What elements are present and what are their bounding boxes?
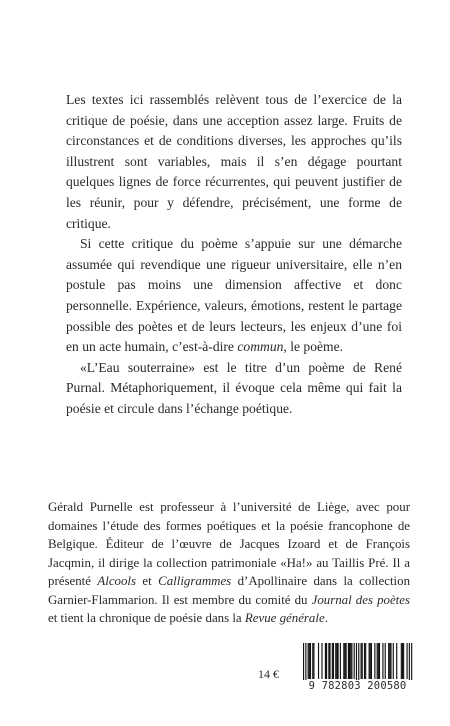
author-bio-text xyxy=(48,498,410,628)
barcode-bars xyxy=(300,643,415,683)
barcode-bar xyxy=(336,643,337,679)
barcode-bar xyxy=(332,643,333,679)
barcode-bar xyxy=(389,643,390,679)
barcode-bar xyxy=(350,643,351,679)
bio-s5: . xyxy=(324,611,328,625)
barcode-bar xyxy=(312,643,313,679)
blurb-paragraph-3: «L’Eau souterraine» est le titre d’un poème de René Purnal. Métaphoriquement, il évoque cela même qui fait la poésie et circule dans l’échange poétique. xyxy=(66,359,402,416)
barcode-bar xyxy=(374,643,375,679)
barcode-bar xyxy=(371,643,372,679)
barcode-bar xyxy=(326,643,327,679)
barcode-bar xyxy=(390,643,391,679)
barcode-bar xyxy=(344,643,345,679)
barcode-bar xyxy=(329,643,330,679)
barcode-bar xyxy=(382,643,383,679)
barcode-bar xyxy=(340,643,341,679)
barcode-bar xyxy=(335,643,336,679)
author-bio xyxy=(48,498,410,628)
blurb-paragraph-2 xyxy=(66,234,402,358)
barcode-bar xyxy=(313,643,314,679)
barcode-bar xyxy=(385,643,386,679)
bio-title-alcools: Alcools xyxy=(97,574,137,588)
barcode-bar xyxy=(346,643,347,679)
bio-s2: et xyxy=(136,574,159,588)
barcode-bar xyxy=(305,643,306,683)
barcode-bar xyxy=(411,643,412,683)
barcode-bar xyxy=(308,643,309,679)
barcode-bar xyxy=(396,643,397,679)
barcode-bar xyxy=(377,643,378,679)
barcode-bar xyxy=(328,643,329,679)
bio-title-calligrammes: Calligrammes xyxy=(158,574,232,588)
barcode-bar xyxy=(309,643,310,679)
bio-s4: et tient la chronique de poésie dans la xyxy=(48,611,245,625)
barcode-digits: 9 782803 200580 xyxy=(300,680,415,692)
bio-s3: d’Apollinaire dans la collection Garnier-Flammarion. Il est membre du comité du xyxy=(48,574,411,607)
barcode xyxy=(300,643,415,693)
barcode-bar xyxy=(409,643,410,683)
barcode-bar xyxy=(338,643,339,679)
bio-s1: Gérald Purnelle est professeur à l’université de Liège, avec pour domaines l’étude des formes poétiques et la poésie francophone de Belgique. Éditeur de l’œuvre de Jacques Izoard et de François Jacqmin, il dirige la collection patrimoniale «Ha!» au Taillis Pré. Il a présenté xyxy=(48,500,410,588)
barcode-bar xyxy=(378,643,379,679)
barcode-bar xyxy=(362,643,363,679)
blurb-paragraph-1: Les textes ici rassemblés relèvent tous de l’exercice de la critique de poésie, dans une acception assez large. Fruits de circonstances et de conditions diverses, les approches qu’ils illustrent sont variables, mais il s’en dégage pourtant quelques lignes de force récurrentes, qui peuvent justifier de les réunir, pour y défendre, précisément, une forme de critique. xyxy=(66,92,402,231)
barcode-bar xyxy=(318,643,319,679)
barcode-bar xyxy=(364,643,365,679)
barcode-bar xyxy=(401,643,402,679)
barcode-bar xyxy=(351,643,352,679)
barcode-bar xyxy=(321,643,322,679)
barcode-bar xyxy=(407,643,408,679)
barcode-bar xyxy=(310,643,311,679)
blurb-p2-end: , le poème. xyxy=(283,339,344,355)
barcode-bar xyxy=(349,643,350,679)
barcode-bar xyxy=(379,643,380,679)
barcode-bar xyxy=(348,643,349,679)
barcode-bar xyxy=(365,643,366,679)
barcode-bar xyxy=(402,643,403,679)
barcode-bar xyxy=(403,643,404,679)
barcode-bar xyxy=(333,643,334,679)
barcode-bar xyxy=(356,643,357,683)
barcode-bar xyxy=(325,643,326,679)
bio-title-journal: Journal des poètes xyxy=(311,592,410,607)
barcode-bar xyxy=(393,643,394,679)
barcode-bar xyxy=(361,643,362,679)
barcode-bar xyxy=(354,643,355,679)
blurb-p2-emphasis: commun xyxy=(237,339,284,355)
barcode-bar xyxy=(370,643,371,679)
bio-title-revue: Revue générale xyxy=(244,611,325,625)
price-label: 14 € xyxy=(258,667,279,681)
barcode-bar xyxy=(303,643,304,683)
barcode-bar xyxy=(388,643,389,679)
blurb xyxy=(66,90,402,420)
barcode-bar xyxy=(358,643,359,683)
barcode-bar xyxy=(343,643,344,679)
blurb-p2-start: Si cette critique du poème s’appuie sur une démarche assumée qui revendique une rigueur universitaire, elle n’en postule pas moins une dimension affective et donc personnelle. Expérience, valeurs, émotions, restent le partage possible des poètes et de leurs lecteurs, les enjeux d’une foi en un acte humain, c’est-à-dire xyxy=(66,236,402,355)
barcode-bar xyxy=(369,643,370,679)
